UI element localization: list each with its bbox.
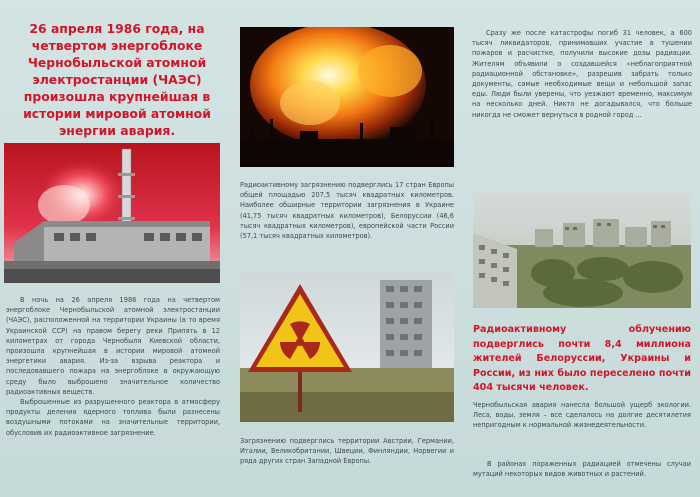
column1-paragraph2: Выброшенные из разрушенного реактора в атмосферу продукты деления ядерного топлива были разнесены воздушными потоками на значительные территории, обусловив их радиоактивное загрязнение. bbox=[6, 398, 220, 437]
explosion-photo bbox=[240, 27, 454, 167]
column2-caption2: Загрязнению подверглись территории Австрии, Германии, Италии, Великобритании, Швеции, Финляндии, Норвегии и ряда других стран Западной Европы. bbox=[240, 437, 454, 466]
column2-caption1: Радиоактивному загрязнению подверглись 17 стран Европы общей площадью 207,5 тысяч квадратных километров. Наиболее обширные территории загрязнения в Украине (41,75 тысяч квадратных километров), Белоруссии (46,6 тысяч квадратных километров), европейской части России (57,1 тысяч квадратных километров). bbox=[240, 181, 454, 241]
reactor-photo bbox=[4, 143, 220, 283]
column3-mutations bbox=[473, 459, 691, 479]
column3-ecology bbox=[473, 400, 691, 431]
column1-text bbox=[6, 295, 220, 438]
column3-mutations-text: В районах пораженных радиацией отмечены случаи мутаций некоторых видов животных и растений. bbox=[473, 460, 691, 479]
column3-highlight: Радиоактивному облучению подверглись почти 8,4 миллиона жителей Белоруссии, Украины и России, из них было переселено почти 404 тысячи человек. bbox=[473, 324, 691, 393]
column3-intro bbox=[472, 28, 692, 120]
headline: 26 апреля 1986 года, на четвертом энергоблоке Чернобыльской атомной электростанции (ЧАЭС) произошла крупнейшая в истории мировой атомной энергии авария. bbox=[23, 21, 211, 138]
city-photo bbox=[473, 193, 691, 308]
radiation-sign-photo bbox=[240, 272, 454, 422]
column3-ecology-text: Чернобыльская авария нанесла большой ущерб экологии. Леса, воды, земля – все сделалось на долгие десятилетия непригодным к нормальной жизнедеятельности. bbox=[473, 401, 691, 430]
column1-paragraph1: В ночь на 26 апреля 1986 года на четвертом энергоблоке Чернобыльской атомной электростанции (ЧАЭС), расположенной на территории Украины (в то время Украинской ССР) на правом берегу реки Припять в 12 километрах от города Чернобыля Киевской области, произошла крупнейшая в истории мировой атомной энергетики авария. Из-за взрыва реактора и последовавшего пожара на энергоблоке в окружающую среду было выброшено значительное количество радиоактивных веществ. bbox=[6, 296, 220, 396]
column3-intro-text: Сразу же после катастрофы погиб 31 человек, а 600 тысяч ликвидаторов, принимавших участие в тушении пожаров и расчистке, получили высокие дозы радиации. Жителям объявили о создавшейся «неблагоприятной радиационной обстановке», разрешив забрать только документы, самые необходимые вещи и небольшой запас еды. Люди были уверены, что уезжают временно, максимум на несколько дней. Никто не догадывался, что больше никогда не сможет вернуться в родной город ... bbox=[472, 29, 692, 119]
